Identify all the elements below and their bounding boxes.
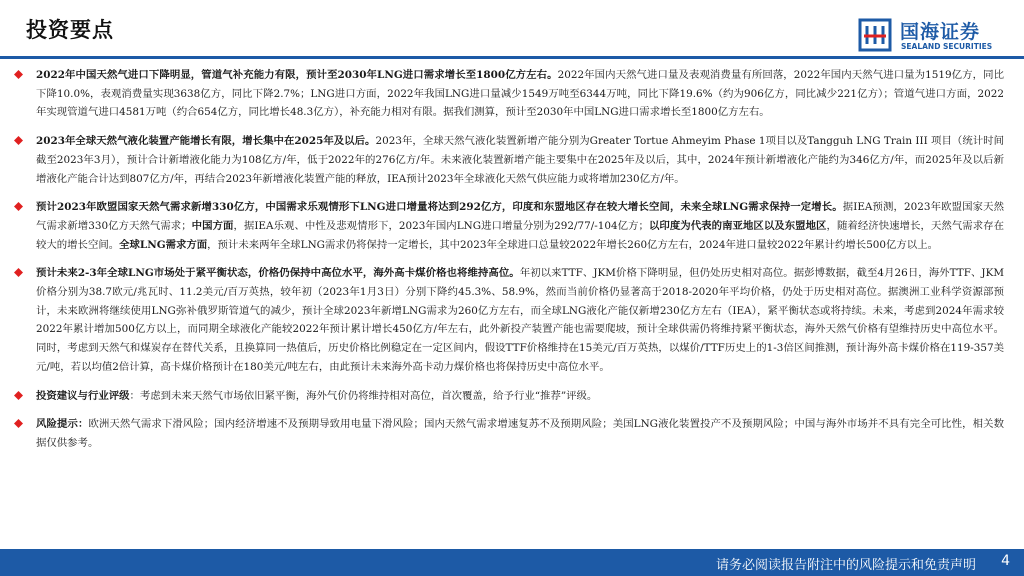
point-body-text: ：考虑到未来天然气市场依旧紧平衡，海外气价仍将维持相对高位，首次覆盖，给予行业“推荐”评级。 (129, 389, 598, 402)
point-body-text: ，随着经济快速增长，天然气需求存在较大的增长空间。 (36, 219, 1005, 251)
diamond-icon (14, 419, 23, 428)
key-points-list (14, 66, 1004, 463)
point-body-text: 2023年，全球天然气液化装置新增产能分别为Greater Tortue Ahmeyim Phase 1项目以及Tangguh LNG Train III 项目（统计时间截至2023年3月），预计合计新增液化能力为108亿方/年，低于2022年的276亿方/年。未来液化装置新增产能主要集中在2025年及以后，其中，2024年预计新增液化产能约为346亿方/年，而2025年及以后新增液化产能合计达到807亿方/年，再结合2023年新增液化装置产能的释放，IEA预计2023年全球液化天然气供应能力或将增加230亿方/年。 (36, 135, 1004, 185)
point-emphasis-text: 2022年中国天然气进口下降明显，管道气补充能力有限，预计至2030年LNG进口需求增长至1800亿方左右。 (36, 69, 558, 81)
point-body-text: ，据IEA乐观、中性及悲观情形下，2023年国内LNG进口增量分别为292/77/-104亿方； (233, 219, 649, 232)
diamond-icon (14, 391, 23, 400)
point-emphasis-text: 全球LNG需求方面 (119, 238, 208, 251)
point-emphasis-text: 以印度为代表的南亚地区以及东盟地区 (648, 219, 827, 232)
diamond-icon (14, 136, 23, 145)
point-body-text: ，预计未来两年全球LNG需求仍将保持一定增长，其中2023年全球进口总量较2022年增长260亿方左右，2024年进口量较2022年累计约增长500亿方以上。 (207, 238, 938, 251)
point-emphasis-text: 2023年全球天然气液化装置产能增长有限，增长集中在2025年及以后。 (36, 135, 376, 148)
point-emphasis-text: 预计2023年欧盟国家天然气需求新增330亿方，中国需求乐观情形下LNG进口增量将达到292亿方，印度和东盟地区存在较大增长空间，未来全球LNG需求保持一定增长。 (36, 201, 843, 214)
page-title: 投资要点 (26, 18, 114, 42)
point-body-text: 2022年国内天然气进口量及表观消费量有所回落，2022年国内天然气进口量为1519亿方，同比下降10.0%，表观消费量实现3638亿方，同比下降2.7%；LNG进口方面，2022年我国LNG进口量减少1549万吨至6344万吨，同比下降19.6%（约为906亿方，同比减少221亿方）；管道气进口方面，2022年实现管道气进口4581万吨（约合654亿方，同比增长48.3亿方），补充能力相对有限。据我们测算，预计至2030年中国LNG进口需求增长至1800亿方左右。 (36, 69, 1004, 119)
key-point-item (14, 198, 1004, 254)
footer-disclaimer: 请务必阅读报告附注中的风险提示和免责声明 (715, 558, 976, 573)
point-emphasis-text: 风险提示： (36, 418, 89, 431)
logo-english-name: SEALAND SECURITIES (901, 42, 993, 51)
key-point-item (14, 264, 1004, 376)
point-emphasis-text: 预计未来2-3年全球LNG市场处于紧平衡状态，价格仍保持中高位水平，海外高卡煤价格也将维持高位。 (36, 267, 520, 280)
diamond-icon (14, 202, 23, 211)
key-point-item (14, 66, 1004, 122)
point-emphasis-text: 投资建议与行业评级 (36, 389, 130, 402)
point-body-text: 欧洲天然气需求下滑风险；国内经济增速不及预期导致用电量下滑风险；国内天然气需求增速复苏不及预期风险；美国LNG液化装置投产不及预期风险；中国与海外市场并不具有完全可比性，相关数据仅供参考。 (36, 418, 1004, 449)
key-point-item (14, 387, 1004, 406)
page-number: 4 (1001, 553, 1010, 569)
diamond-icon (14, 268, 23, 277)
logo-chinese-name: 国海证券 (900, 21, 981, 43)
footer-bar (0, 549, 1024, 576)
sealand-logo-mark-icon (858, 16, 892, 52)
key-point-item (14, 132, 1004, 188)
sealand-logo (858, 16, 1008, 54)
diamond-icon (14, 70, 23, 79)
point-body-text: 年初以来TTF、JKM价格下降明显，但仍处历史相对高位。据彭博数据，截至4月26日，海外TTF、JKM价格分别为38.7欧元/兆瓦时、11.2美元/百万英热，较年初（2023年1月3日）分别下降约45.3%、58.9%，然而当前价格仍显著高于2018-2020年平均价格，仍处于历史相对高位。据澳洲工业科学资源部预计，未来欧洲将继续使用LNG弥补俄罗斯管道气的减少，预计全球2023年新增LNG需求为260亿方左右，而全球LNG液化产能仅新增230亿方左右（IEA），紧平衡状态或将持续。未来，考虑到2024年需求较2022年累计增加500亿方以上，而同期全球液化产能较2022年预计累计增长450亿方/年左右，此外新投产装置产能也需要爬坡，预计全球供需仍将维持紧平衡状态，海外天然气价格有望维持历史中高位水平。同时，考虑到天然气和煤炭存在替代关系，且换算同一热值后，历史价格比例稳定在一定区间内，假设TTF价格维持在15美元/百万英热，以煤价/TTF历史上的1-3倍区间推测，预计海外高卡煤价格在119-357美元/吨，若以均值2倍计算，高卡煤价格预计在180美元/吨左右，由此预计未来海外高卡动力煤价格也将保持历史中高位水平。 (36, 267, 1004, 373)
point-body-text: 据IEA预测，2023年欧盟国家天然气需求新增330亿方天然气需求； (36, 201, 1004, 232)
point-emphasis-text: 中国方面 (191, 219, 234, 232)
header-divider (0, 56, 1024, 59)
key-point-item (14, 415, 1004, 452)
